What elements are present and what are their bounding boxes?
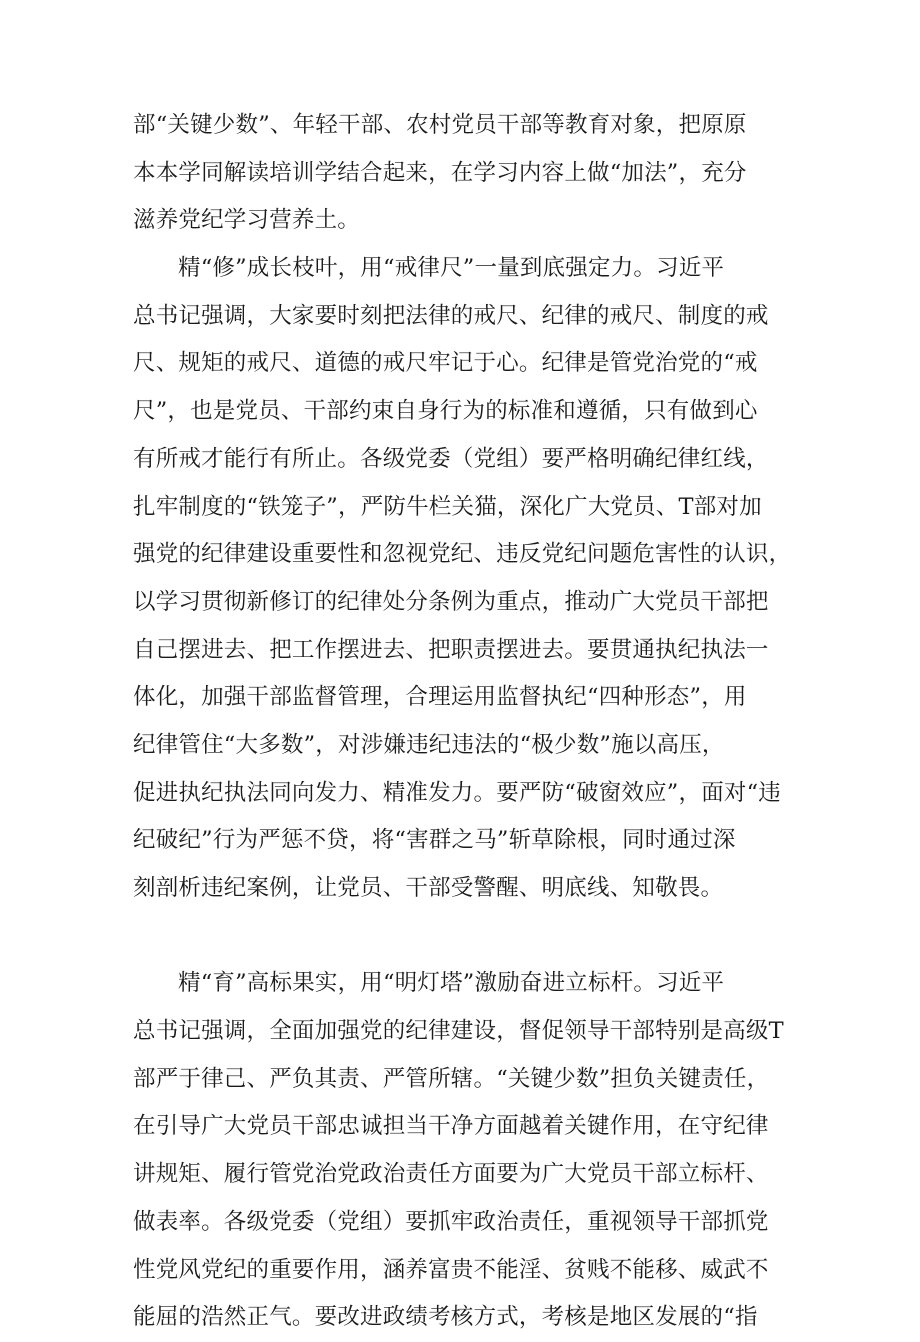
text-line: 纪律管住“大多数”，对涉嫌违纪违法的“极少数”施以高压，: [133, 731, 725, 758]
text-line: 部严于律己、严负其责、严管所辖。“关键少数”担负关键责任，: [133, 1065, 770, 1092]
text-line: 有所戒才能行有所止。各级党委（党组）要严格明确纪律红线，: [133, 445, 769, 472]
paragraph-2: [133, 245, 793, 960]
text-line: 总书记强调，大家要时刻把法律的戒尺、纪律的戒尺、制度的戒: [133, 302, 769, 329]
text-line: 精“育”高标果实，用“明灯塔”激励奋进立标杆。习近平: [178, 970, 725, 997]
text-line: 尺、规矩的戒尺、道德的戒尺牢记于心。纪律是管党治党的“戒: [133, 350, 758, 377]
text-line: 讲规矩、履行管党治党政治责任方面要为广大党员干部立标杆、: [133, 1161, 769, 1188]
text-line: 部“关键少数”、年轻干部、农村党员干部等教育对象，把原原: [133, 112, 747, 138]
text-line: 以学习贯彻新修订的纪律处分条例为重点，推动广大党员干部把: [133, 588, 769, 615]
text-line: 能屈的浩然正气。要改进政绩考核方式，考核是地区发展的“指: [133, 1304, 758, 1331]
text-line: 本本学同解读培训学结合起来，在学习内容上做“加法”，充分: [133, 159, 747, 186]
paragraph-1: [133, 102, 793, 245]
text-line: 促进执纪执法同向发力、精准发力。要严防“破窗效应”，面对“违: [133, 779, 782, 806]
text-line: 纪破纪”行为严惩不贷，将“害群之马”斩草除根，同时通过深: [133, 827, 736, 854]
body-text: [133, 102, 793, 1342]
text-line: 刻剖析违纪案例，让党员、干部受警醒、明底线、知敬畏。: [133, 875, 724, 901]
text-line: [133, 913, 793, 961]
text-line: 自己摆进去、把工作摆进去、把职责摆进去。要贯通执纪执法一: [133, 636, 769, 663]
text-line: 精“修”成长枝叶，用“戒律尺”一量到底强定力。习近平: [178, 255, 725, 282]
text-line: 滋养党纪学习营养土。: [133, 207, 361, 234]
text-line: 性党风党纪的重要作用，涵养富贵不能淫、贫贱不能移、威武不: [133, 1256, 769, 1283]
paragraph-3: [133, 960, 793, 1342]
text-line: 做表率。各级党委（党组）要抓牢政治责任，重视领导干部抓党: [133, 1208, 769, 1235]
text-line: 体化，加强干部监督管理，合理运用监督执纪“四种形态”，用: [133, 684, 747, 711]
text-line: 尺”，也是党员、干部约束自身行为的标准和遵循，只有做到心: [133, 398, 758, 425]
text-line: 扎牢制度的“铁笼子”，严防牛栏关猫，深化广大党员、T部对加: [133, 493, 762, 520]
text-line: 强党的纪律建设重要性和忽视党纪、违反党纪问题危害性的认识，: [133, 541, 792, 568]
text-line: 在引导广大党员干部忠诚担当干净方面越着关键作用，在守纪律: [133, 1113, 769, 1140]
text-line: 总书记强调，全面加强党的纪律建设，督促领导干部特别是高级T: [133, 1018, 784, 1045]
